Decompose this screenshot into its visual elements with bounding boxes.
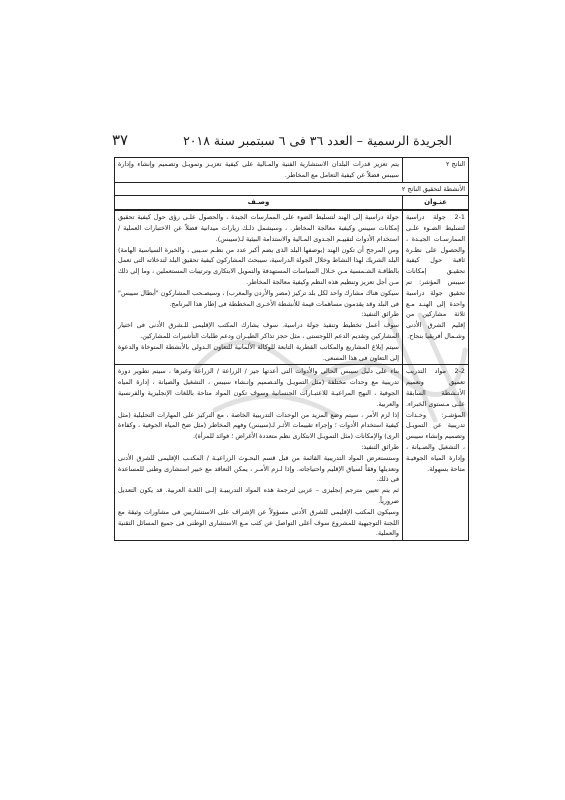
activity-description (115, 365, 402, 540)
page-header (112, 128, 452, 152)
activities-caption-row (115, 183, 468, 197)
description-paragraph: ثم يتم تعيين مترجم إنجليزى – عربى لترجمة هذه المواد التدريبيـة إلـى اللغـة العربية. قد يكون التعديل ضرورياً. (118, 486, 399, 505)
description-paragraph: بناء على دليل سيبس الحالى والأدوات التى أعدتها جيز / الزراعة / الزراعة وغيرها ، سيتم تطوير دورة تدريبية مع وحدات مختلفة (مثل التمويـل والتـصميم وإنـشاء سيبس ، التشغيل والصيانة ، إدارة المياه الجوفية ، النهج المراعيـة للاعتبـارات الجنسانية وسوف تكون المواد متاحة باللغات الإنجليزية والفرنسية والعربية. (118, 367, 399, 408)
column-header-description: وصـف (247, 198, 270, 207)
implementation-heading: طرائق التنفيذ: (361, 442, 399, 451)
description-paragraph: سيكون هناك مشارك واحد لكل بلد تركيز (مصر والأردن والمغرب) ، وسيصـحب المشاركون "أبطال سيبس" فى البلد وقد يقدمون مساهمات قيمة للأنشطة الأخـرى المخططة فى إطار هذا البرنامج. (118, 288, 399, 308)
description-paragraph: جولة دراسية إلى الهند لتسليط الضوء على الممارسات الجيدة ، والحصول علـى رؤى حول كيفية تحقيق إمكانات سيبس وكيفية معالجة المخاطر. ، وسيشمل ذلـك زيارات ميدانية فضلاً عن الاختبارات العملية / استخدام الأدوات لتقييـم الجـدوى المـالية والاستدامة البيئية لـ(سيبس). (118, 213, 399, 243)
activity-row-2-1 (115, 211, 468, 365)
description-paragraph: سوف أعمل تخطيط وتنفيذ جولة دراسية. سوف يشارك المكتب الإقليمى للـشرق الأدنى فى اختيار المشاركين وتقديم الدعم اللوجستى ، مثل حجز تذاكر الطيـران ودعم طلبات التأشيرات للمشاركين. (118, 321, 399, 340)
outcome-text: يتم تعزيز قدرات البلدان الاستشارية الفنية والمـالية على كيفية تعزيـز وتمويـل وتصميم وإنشاء وإدارة سيبس فضلاً عن كيفية التعامل مع المخاطر. (118, 160, 399, 179)
activity-row-2-2 (115, 365, 468, 540)
description-paragraph: وسيكون المكتب الإقليمى للشرق الأدنى مسؤولاً عن الإشراف على الاستشاريين فى مشاورات وثيقة مع اللجنة التوجيهية للمشروع سوف أعلى التواصل عن كثب مـع الاستشارى الوطنى فى جميع المسائل التقنية والعملية. (118, 507, 399, 538)
description-paragraph: وستستعرض المواد التدريبية القائمة من قبل قسم البحـوث الزراعيـة / المكتـب الإقليمى للشرق الأدنى وتعديلها وفقاً لسياق الإقليم واحتياجاته. وإذا لـزم الأمـر ، يمكن التعاقد مع خبير استشارى وطنى للمساعدة فى ذلك. (118, 453, 399, 484)
description-paragraph: إذا لزم الأمر ، سيتم وضع المزيد من الوحدات التدريبية الخاصة ، مع التركيز على المهارات التحليلية (مثل كيفية استخدام الأدوات ؛ وإجراء تقييمات الأثـر لـ(سيبس) وفهم المخاطر (مثل ضخ المياه الجوفية ، وكفاءة الرى) والإمكانات (مثل التمويـل الابتكارى نظم متعددة الأغراض ؛ فوائد للمرأة). (118, 410, 399, 441)
column-header-title: عنـوان (402, 196, 468, 209)
gazette-title: الجريدة الرسمية – العدد ٣٦ فى ٦ سبتمبر سنة ٢٠١٨ (183, 132, 452, 148)
activity-description (115, 211, 402, 364)
activity-title: 2-2 مواد التدريب تعميق وتعميم الأنـشطة السابقة علـى مـستوى الخبراء. المؤشـر: وحـدات تدريبية عن التمويـل وتصميم وإنشاء سيبس ، التشغيل والصـيانة ، وإدارة المياه الجوفيـة متاحة بسهولة. (402, 365, 468, 540)
outcome-row (115, 158, 468, 183)
implementation-heading: طرائق التنفيذ: (361, 310, 399, 319)
column-headers-row (115, 196, 468, 211)
description-paragraph: سيتم إبلاغ المشاريع والمكاتب القطرية التابعة للوكالة الألمانية للتعاون الـدولى بالأنشطة المتوخاة والدعوة إلى التعاون فى هذا المسعى. (118, 342, 399, 362)
activities-caption: الأنشطة لتحقيق الناتج ٢ (401, 184, 465, 193)
description-paragraph: ومن المرجح أن تكون الهند (بوصفها البلد الذى يضم أكبر عدد من نظـم سـيبى ، والخبرة السياسية الهامة) البلد الشريك لهذا النشاط وخلال الجولة الدراسية، سيبحث المشاركون كيفية تحقيق البلد لتدخلاته التى تعمل بالطاقـة الشـمسية مـن خـلال السياسات المستهدفة والتمويل الابتكارى وترتيبات المستعملين ، وما إلى ذلك مـن أجل تعزيز وتنظيم هذه النظم وكيفية معالجة المخاطر. (118, 245, 399, 286)
activities-table (114, 157, 469, 541)
outcome-label: الناتج ٢ (402, 158, 468, 182)
page-number: ٣٧ (112, 131, 129, 149)
activity-title: 2-1 جولة دراسية لتسليط الضـوء علـى الممارسـات الجيـدة ، والحصول على نظـرة ثاقبة حول كيفية تحقيـق إمكانات سيبس المؤشر: تم تحقيق جولة دراسية واحدة إلى الهنـد مـع ثلاثة مشاركين من إقليم الشرق الأدنى وشـمال أفريقيا بنجاح. (402, 211, 468, 364)
